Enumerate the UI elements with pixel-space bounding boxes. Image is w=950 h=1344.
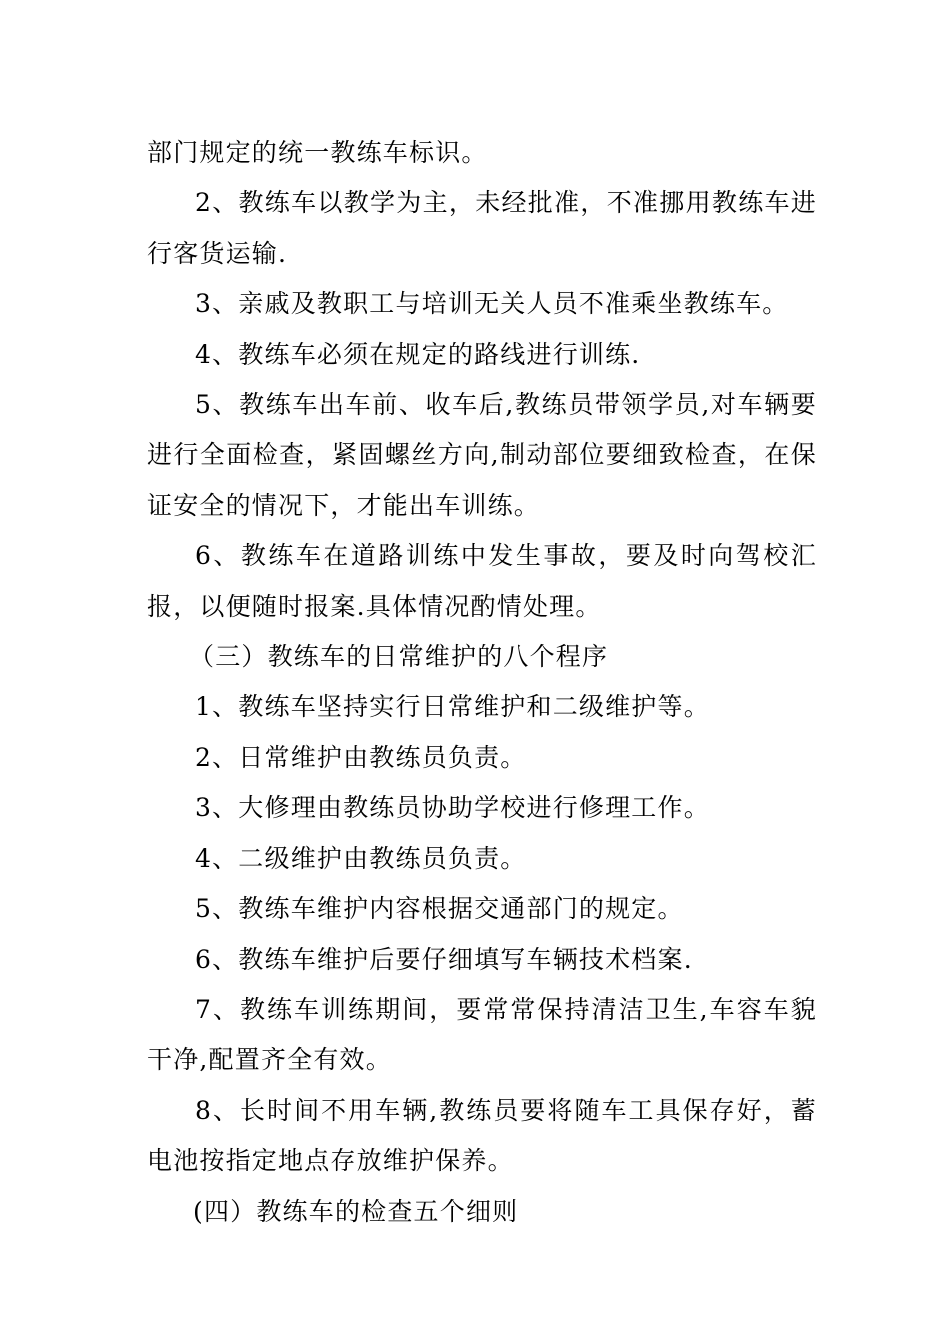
document-body: [147, 128, 817, 1237]
rule-item-3: 3、亲戚及教职工与培训无关人员不准乘坐教练车。: [195, 289, 789, 319]
maintenance-item-5: 5、教练车维护内容根据交通部门的规定。: [195, 894, 684, 924]
rule-item-6: 6、教练车在道路训练中发生事故，要及时向驾校汇报，以便随时报案.具体情况酌情处理。: [147, 541, 817, 621]
section-heading-3: （三）教练车的日常维护的八个程序: [189, 642, 609, 672]
maintenance-item-6: 6、教练车维护后要仔细填写车辆技术档案.: [195, 944, 693, 974]
maintenance-item-3: 3、大修理由教练员协助学校进行修理工作。: [195, 793, 710, 823]
paragraph-continuation: 部门规定的统一教练车标识。: [147, 138, 488, 167]
section-heading-4: (四）教练车的检查五个细则: [193, 1196, 519, 1226]
maintenance-item-7: 7、教练车训练期间，要常常保持清洁卫生,车容车貌干净,配置齐全有效。: [147, 994, 817, 1075]
maintenance-item-8: 8、长时间不用车辆,教练员要将随车工具保存好，蓄电池按指定地点存放维护保养。: [147, 1095, 817, 1176]
rule-item-4: 4、教练车必须在规定的路线进行训练.: [195, 339, 641, 369]
maintenance-item-2: 2、日常维护由教练员负责。: [195, 742, 527, 772]
maintenance-item-1: 1、教练车坚持实行日常维护和二级维护等。: [195, 692, 710, 722]
maintenance-item-4: 4、二级维护由教练员负责。: [195, 843, 527, 873]
rule-item-5: 5、教练车出车前、收车后,教练员带领学员,对车辆要进行全面检查，紧固螺丝方向,制动部位要细致检查，在保证安全的情况下，才能出车训练。: [147, 390, 817, 520]
rule-item-2: 2、教练车以教学为主，未经批准，不准挪用教练车进行客货运输.: [147, 188, 817, 268]
